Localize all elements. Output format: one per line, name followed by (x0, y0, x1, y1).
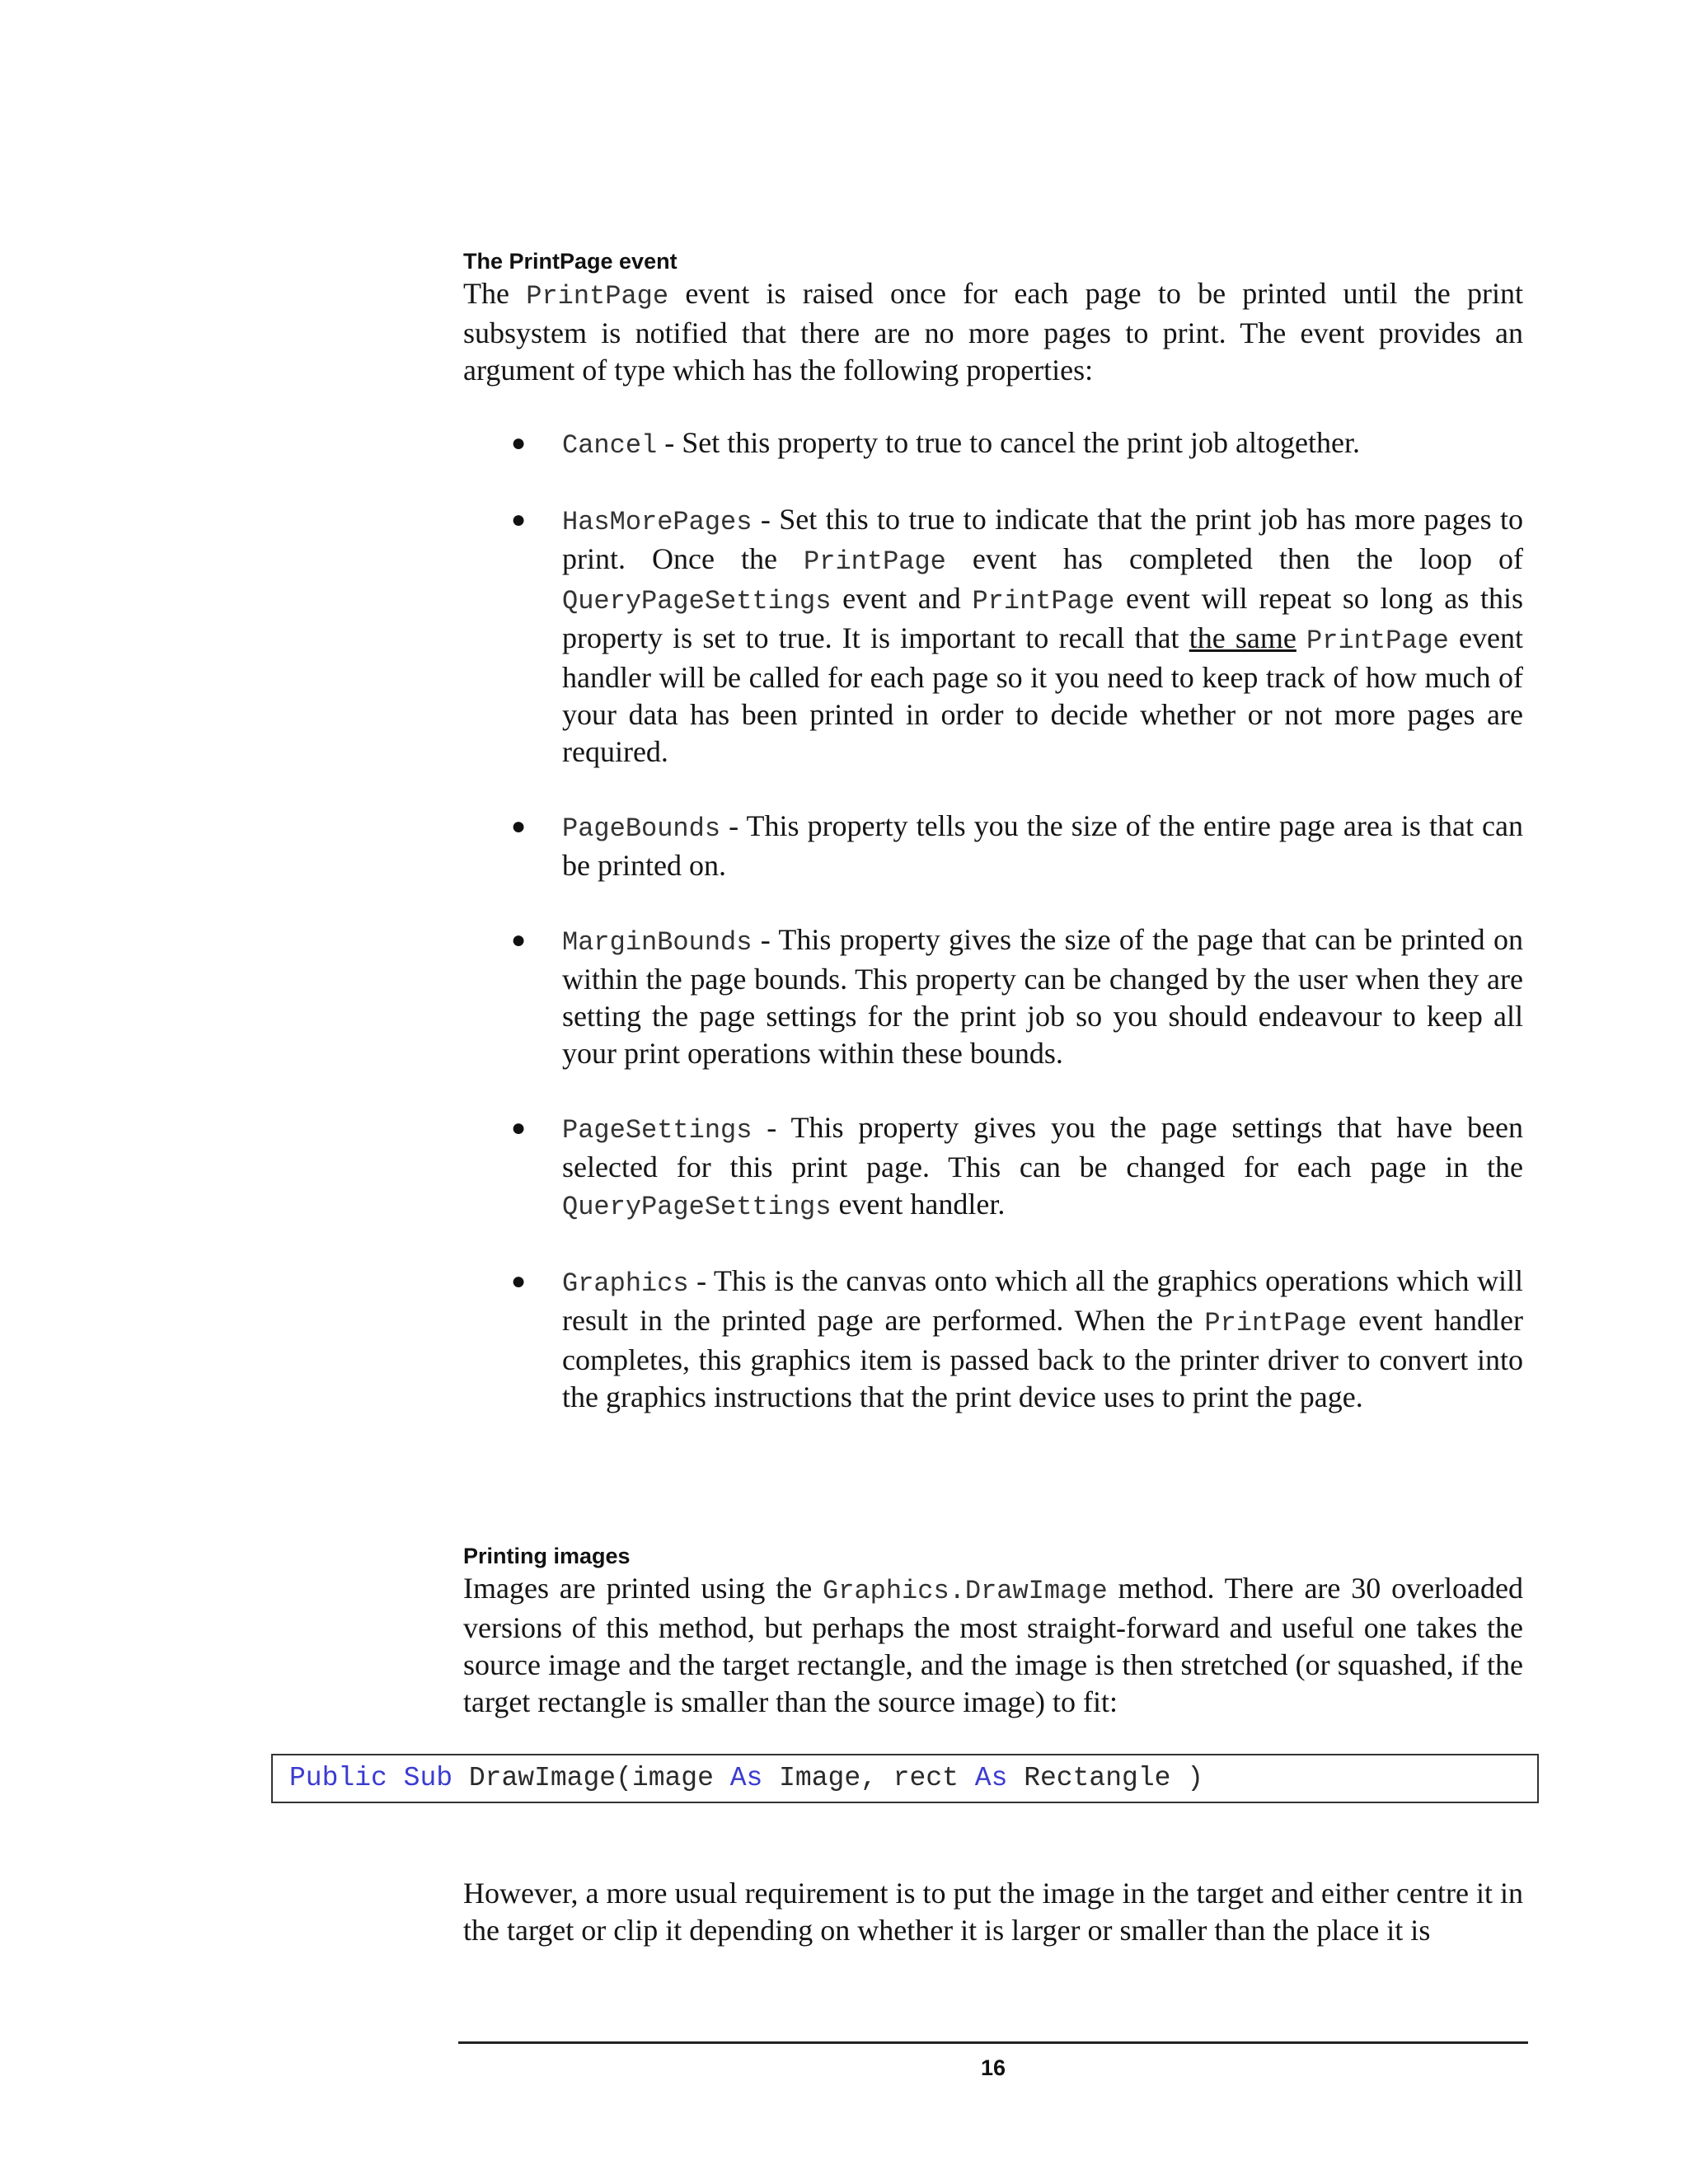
bullet-icon: ● (511, 1114, 527, 1141)
code-keyword: As (729, 1763, 763, 1793)
intro-text-1: The (463, 277, 509, 310)
inline-code: PrintPage (804, 546, 946, 577)
code-text: Rectangle ) (1007, 1763, 1204, 1793)
intro-paragraph (463, 275, 1523, 389)
property-desc-part: event handler completes, this graphics item is passed back to the printer driver to convert into the graphics instructions that the print device uses to print the page. (562, 1304, 1524, 1413)
underlined-text: the same (1189, 621, 1296, 654)
code-keyword: As (974, 1763, 1008, 1793)
property-name-hasmorepages: HasMorePages (562, 507, 753, 537)
property-desc-part: event will repeat so long as this property is set to true. It is important to recall that (562, 582, 1523, 654)
properties-list (511, 424, 1523, 1453)
page-number: 16 (980, 2055, 1006, 2080)
footer-divider (458, 2041, 1528, 2044)
section-heading-printing-images: Printing images (463, 1544, 631, 1568)
code-text: Image, rect (762, 1763, 975, 1793)
intro-code-printpage: PrintPage (526, 281, 669, 312)
property-desc-part: event and (831, 582, 973, 615)
inline-code: PrintPage (972, 586, 1115, 616)
property-desc-part: event has completed then the loop of (945, 542, 1523, 575)
property-name-pagebounds: PageBounds (562, 813, 721, 844)
property-desc-marginbounds: - This property gives the size of the page that can be printed on within the page bounds. This property can be changed by the user when they are setting the page settings for the print job so you should endeavour to keep all your print operations within these bounds. (562, 923, 1523, 1070)
section-heading-printpage-event: The PrintPage event (463, 249, 678, 274)
bullet-icon: ● (511, 813, 527, 840)
inline-code: PrintPage (1204, 1308, 1348, 1338)
bullet-icon: ● (511, 1268, 527, 1295)
property-desc-cancel: - Set this property to true to cancel the print job altogether. (657, 426, 1360, 459)
list-item-marginbounds (511, 921, 1523, 1072)
list-item-pagesettings (511, 1109, 1523, 1226)
trailing-paragraph: However, a more usual requirement is to put the image in the target and either centre it in the target or clip it depending on whether it is larger or smaller than the place it is (463, 1877, 1523, 1947)
paragraph-text: Images are printed using the (463, 1572, 823, 1605)
inline-code-drawimage: Graphics.DrawImage (823, 1576, 1108, 1606)
property-desc-part: - This property gives you the page settings that have been selected for this print page. This can be changed for each page in the (562, 1111, 1523, 1183)
code-keyword: Sub (403, 1763, 453, 1793)
inline-code: PrintPage (1306, 626, 1449, 656)
bullet-icon: ● (511, 926, 527, 954)
property-desc-part: event handler will be called for each page so it you need to keep track of how much of your data has been printed in order to decide whether or not more pages are required. (562, 621, 1524, 768)
property-desc-part: event handler. (831, 1188, 1006, 1221)
code-snippet-box (271, 1754, 1539, 1803)
property-name-marginbounds: MarginBounds (562, 927, 753, 958)
inline-code: QueryPageSettings (562, 586, 832, 616)
property-desc-part (1296, 621, 1306, 654)
property-name-graphics: Graphics (562, 1268, 689, 1299)
code-text (387, 1763, 404, 1793)
bullet-icon: ● (511, 506, 527, 533)
printing-images-paragraph (463, 1570, 1523, 1721)
code-keyword: Public (289, 1763, 387, 1793)
code-text: DrawImage(image (452, 1763, 730, 1793)
property-desc-pagebounds: - This property tells you the size of the entire page area is that can be printed on. (562, 809, 1523, 882)
property-desc-part: - This is the canvas onto which all the graphics operations which will result in the printed page are performed. When the (562, 1264, 1523, 1337)
list-item-hasmorepages (511, 501, 1523, 771)
property-name-pagesettings: PageSettings (562, 1115, 753, 1146)
list-item-cancel (511, 424, 1523, 464)
property-name-cancel: Cancel (562, 430, 658, 461)
list-item-graphics (511, 1263, 1523, 1416)
property-desc-part: - Set this to true to indicate that the print job has more pages to print. Once the (562, 503, 1523, 575)
intro-text-2: event is raised once for each page to be printed until the print subsystem is notified that there are no more pages to print. The event provides an argument of type which has the following properties: (463, 277, 1524, 387)
inline-code: QueryPageSettings (562, 1192, 832, 1222)
bullet-icon: ● (511, 429, 527, 457)
list-item-pagebounds (511, 808, 1523, 884)
paragraph-text: method. There are 30 overloaded versions of this method, but perhaps the most straight-forward and useful one takes the source image and the target rectangle, and the image is then stretched (or squashed, if the target rectangle is smaller than the source image) to fit: (463, 1572, 1523, 1718)
